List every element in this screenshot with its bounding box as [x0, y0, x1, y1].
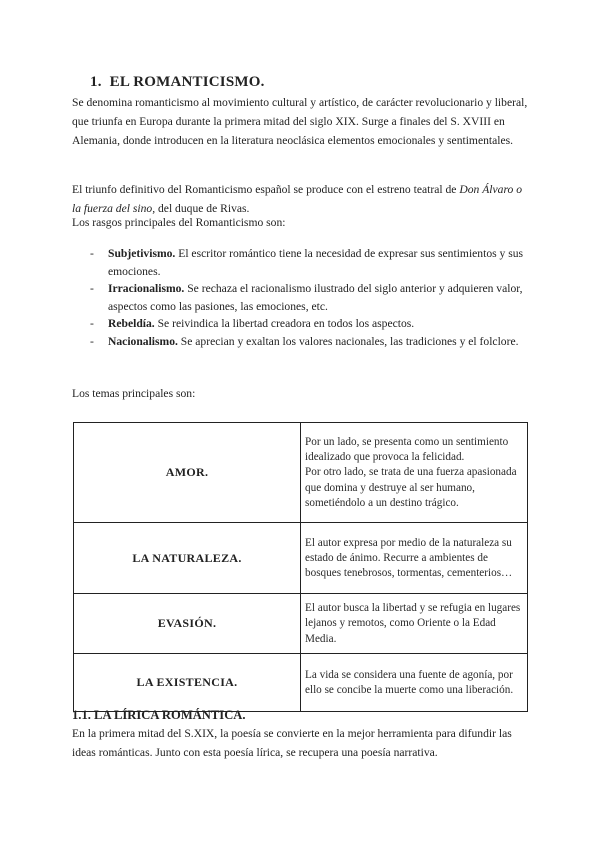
feature-text: Se rechaza el racionalismo ilustrado del siglo anterior y adquieren valor, aspectos como las pasiones, las emociones, etc. — [108, 282, 523, 313]
features-intro: Los rasgos principales del Romanticismo son: — [72, 216, 286, 229]
list-dash: - — [90, 334, 94, 348]
subsection-heading: 1.1. LA LÍRICA ROMÁNTICA. — [72, 708, 246, 722]
theme-name: EVASIÓN. — [74, 594, 301, 654]
features-list — [72, 245, 532, 350]
theme-description-line: Por un lado, se presenta como un sentimiento idealizado que provoca la felicidad. — [305, 435, 509, 464]
triumph-suffix: del duque de Rivas. — [158, 202, 250, 215]
list-dash: - — [90, 247, 94, 260]
table-row — [74, 594, 528, 654]
table-row — [74, 423, 528, 523]
subsection-paragraph: En la primera mitad del S.XIX, la poesía se convierte en la mejor herramienta para difundir las ideas románticas. Junto con esta poesía lírica, se recupera una poesía narrativa. — [72, 727, 512, 759]
theme-name: AMOR. — [74, 423, 301, 523]
section-number: 1. — [90, 74, 102, 90]
theme-description-line: Por otro lado, se trata de una fuerza apasionada que domina y destruye al ser humano, sometiéndolo a un destino trágico. — [305, 466, 517, 509]
feature-text: Se reivindica la libertad creadora en todos los aspectos. — [157, 317, 415, 330]
section-heading — [90, 74, 265, 91]
feature-text: Se aprecian y exaltan los valores nacionales, las tradiciones y el folclore. — [180, 334, 519, 348]
theme-description: El autor busca la libertad y se refugia en lugares lejanos y remotos, como Oriente o la Edad Media. — [301, 594, 528, 654]
list-item — [72, 245, 532, 280]
work-title: Don Álvaro o la fuerza del sino, — [72, 183, 523, 215]
theme-name: LA EXISTENCIA. — [74, 654, 301, 712]
list-item — [72, 333, 532, 351]
feature-term: Rebeldía. — [108, 317, 155, 330]
list-item — [72, 280, 532, 315]
list-dash: - — [90, 282, 94, 295]
theme-description — [301, 423, 528, 523]
section-title: EL ROMANTICISMO. — [109, 74, 265, 90]
intro-paragraph: Se denomina romanticismo al movimiento cultural y artístico, de carácter revolucionario y liberal, que triunfa en Europa durante la primera mitad del siglo XIX. Surge a finales del S. XVIII en Alemania, donde introducen en la literatura neoclásica elementos emocionales y sentimentales. — [72, 96, 528, 147]
feature-term: Subjetivismo. — [108, 247, 176, 260]
triumph-prefix: El triunfo definitivo del Romanticismo español se produce con el estreno teatral de — [72, 183, 457, 196]
themes-intro: Los temas principales son: — [72, 387, 196, 400]
feature-term: Irracionalismo. — [108, 282, 185, 295]
theme-name: LA NATURALEZA. — [74, 523, 301, 594]
feature-term: Nacionalismo. — [108, 334, 178, 348]
table-row — [74, 523, 528, 594]
theme-description: El autor expresa por medio de la naturaleza su estado de ánimo. Recurre a ambientes de bosques tenebrosos, tormentas, cementerios… — [301, 523, 528, 594]
themes-table — [73, 422, 528, 712]
list-item — [72, 315, 532, 333]
table-row — [74, 654, 528, 712]
feature-text: El escritor romántico tiene la necesidad de expresar sus sentimientos y sus emociones. — [108, 247, 524, 278]
theme-description: La vida se considera una fuente de agonía, por ello se concibe la muerte como una liberación. — [301, 654, 528, 712]
list-dash: - — [90, 317, 94, 330]
